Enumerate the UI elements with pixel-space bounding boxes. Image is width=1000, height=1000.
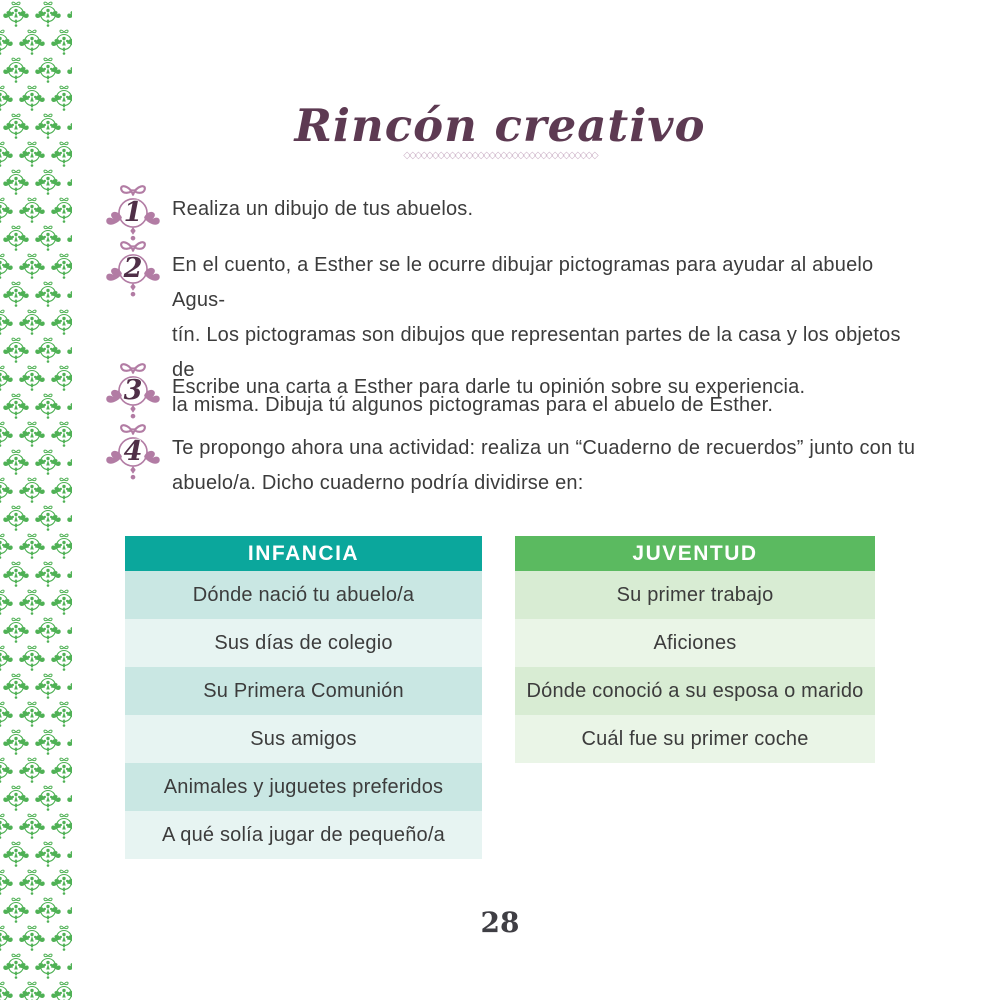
table-row: Cuál fue su primer coche (515, 715, 875, 763)
table-row: Dónde nació tu abuelo/a (125, 571, 482, 619)
item-text-line: la misma. Dibuja tú algunos pictogramas para el abuelo de Esther. (172, 394, 774, 416)
item-text-line: Realiza un dibujo de tus abuelos. (172, 198, 474, 220)
juventud-table-header: JUVENTUD (515, 536, 875, 571)
item-text-line: Te propongo ahora una actividad: realiza un “Cuaderno de recuerdos” junto con tu (172, 437, 916, 459)
table-row: A qué solía jugar de pequeño/a (125, 811, 482, 859)
item-text-line: Escribe una carta a Esther para darle tu opinión sobre su experiencia. (172, 376, 806, 398)
item-number: 3 (123, 375, 143, 406)
table-row: Sus días de colegio (125, 619, 482, 667)
table-row: Dónde conoció a su esposa o marido (515, 667, 875, 715)
title-divider-diamonds: ◇◇◇◇◇◇◇◇◇◇◇◇◇◇◇◇◇◇◇◇◇◇◇◇◇◇◇◇◇◇◇◇◇◇ (403, 150, 597, 161)
item-text-line: En el cuento, a Esther se le ocurre dibujar pictogramas para ayudar al abuelo Agus- (172, 254, 874, 311)
number-4-ornament-icon (104, 420, 162, 484)
infancia-table-header: INFANCIA (125, 536, 482, 571)
item-number: 1 (123, 197, 143, 228)
table-row: Animales y juguetes preferidos (125, 763, 482, 811)
table-row: Su Primera Comunión (125, 667, 482, 715)
juventud-table (515, 536, 875, 763)
number-2-ornament-icon (104, 237, 162, 301)
infancia-table (125, 536, 482, 859)
table-row: Su primer trabajo (515, 571, 875, 619)
item-number: 4 (123, 436, 143, 467)
item-text-line: abuelo/a. Dicho cuaderno podría dividirse en: (172, 472, 584, 494)
item-text-line: tín. Los pictogramas son dibujos que representan partes de la casa y los objetos de (172, 324, 901, 381)
table-row: Sus amigos (125, 715, 482, 763)
item-number: 2 (123, 253, 143, 284)
page-title: Rincón creativo (294, 99, 706, 152)
table-row: Aficiones (515, 619, 875, 667)
page-number: 28 (480, 906, 520, 939)
number-3-ornament-icon (104, 359, 162, 423)
number-1-ornament-icon (104, 181, 162, 245)
